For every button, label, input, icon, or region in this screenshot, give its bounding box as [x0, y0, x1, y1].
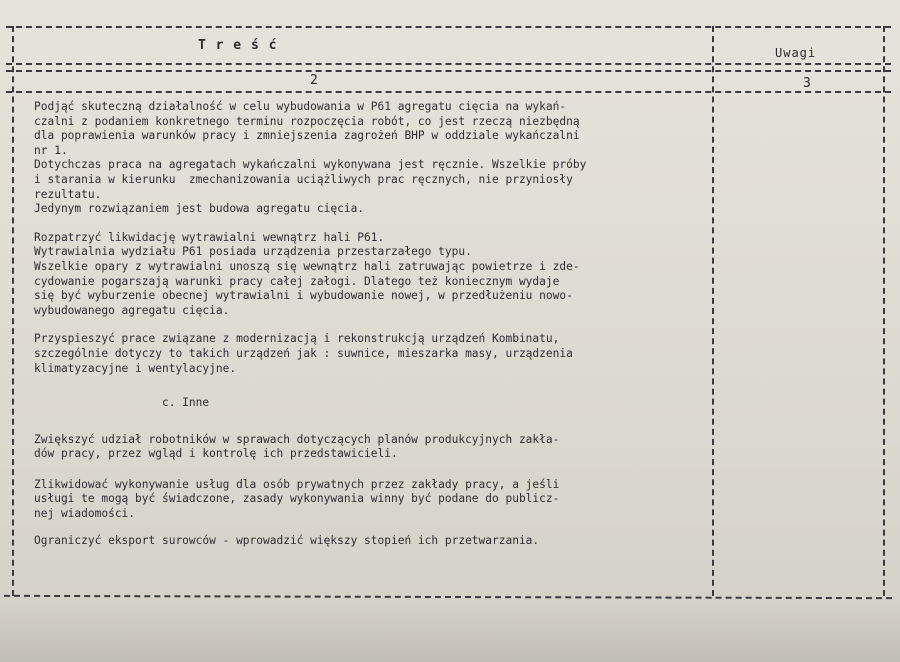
- header-divider-1: [6, 63, 891, 65]
- text-line: Dotychczas praca na agregatach wykańczalni wykonywana jest ręcznie. Wszelkie próby: [34, 158, 587, 172]
- text-line: Wytrawialnia wydziału P61 posiada urządzenia przestarzałego typu.: [34, 245, 472, 259]
- text-line: rezultatu.: [34, 187, 102, 201]
- bottom-border: [4, 595, 892, 599]
- text-line: klimatyzacyjne i wentylacyjne.: [34, 361, 237, 375]
- blank-line: [34, 462, 704, 478]
- text-line: Zwiększyć udział robotników w sprawach dotyczących planów produkcyjnych zakła-: [34, 432, 560, 446]
- text-line: Rozpatrzyć likwidację wytrawialni wewnątrz hali P61.: [34, 230, 385, 244]
- text-line: i starania w kierunku zmechanizowania uciążliwych prac ręcznych, nie przyniosły: [34, 172, 573, 186]
- col-remarks-number: 3: [803, 76, 812, 91]
- blank-line: [34, 411, 704, 433]
- text-line: cydowanie pogarszają warunki pracy całej załogi. Dlatego też koniecznym wydaje: [34, 274, 560, 288]
- col-remarks-title: Uwagi: [775, 46, 817, 60]
- text-line: Ograniczyć eksport surowców - wprowadzić większy stopień ich przetwarzania.: [34, 533, 540, 547]
- blank-line: [34, 217, 704, 231]
- blank-line: [34, 318, 704, 332]
- right-border: [883, 26, 885, 596]
- col-text-number: 2: [310, 73, 319, 88]
- header-divider-2: [6, 70, 891, 72]
- text-line: Przyspieszyć prace związane z modernizacją i rekonstrukcją urządzeń Kombinatu,: [34, 332, 560, 346]
- section-heading: c. Inne: [34, 396, 210, 410]
- text-line: czalni z podaniem konkretnego terminu rozpoczęcia robót, co jest rzeczą niezbędną: [34, 114, 580, 128]
- left-border: [12, 26, 14, 596]
- text-line: Zlikwidować wykonywanie usług dla osób prywatnych przez zakłady pracy, a jeśli: [34, 477, 560, 491]
- text-line: usługi te mogą być świadczone, zasady wykonywania winny być podane do publicz-: [34, 492, 560, 506]
- text-line: dla poprawienia warunków pracy i zmniejszenia zagrożeń BHP w oddziale wykańczalni: [34, 129, 580, 143]
- blank-line: [34, 522, 704, 534]
- text-line: Podjąć skuteczną działalność w celu wybudowania w P61 agregatu cięcia na wykań-: [34, 100, 567, 113]
- column-divider: [712, 26, 714, 596]
- text-line: Wszelkie opary z wytrawialni unoszą się wewnątrz hali zatruwając powietrze i zde-: [34, 259, 580, 273]
- text-line: nej wiadomości.: [34, 507, 136, 521]
- document-body: [34, 100, 704, 548]
- blank-line: [34, 376, 704, 396]
- text-line: szczególnie dotyczy to takich urządzeń jak : suwnice, mieszarka masy, urządzenia: [34, 346, 573, 360]
- top-border: [6, 26, 891, 28]
- page-bottom-shading: [0, 600, 900, 662]
- text-line: dów pracy, przez wgląd i kontrolę ich przedstawicieli.: [34, 447, 398, 461]
- text-line: Jedynym rozwiązaniem jest budowa agregatu cięcia.: [34, 202, 365, 216]
- header-divider-3: [6, 91, 891, 93]
- col-text-title: T r e ś ć: [198, 38, 278, 53]
- text-line: wybudowanego agregatu cięcia.: [34, 303, 230, 317]
- text-line: nr 1.: [34, 143, 68, 157]
- text-line: się być wyburzenie obecnej wytrawialni i wybudowanie nowej, w przedłużeniu nowo-: [34, 289, 573, 303]
